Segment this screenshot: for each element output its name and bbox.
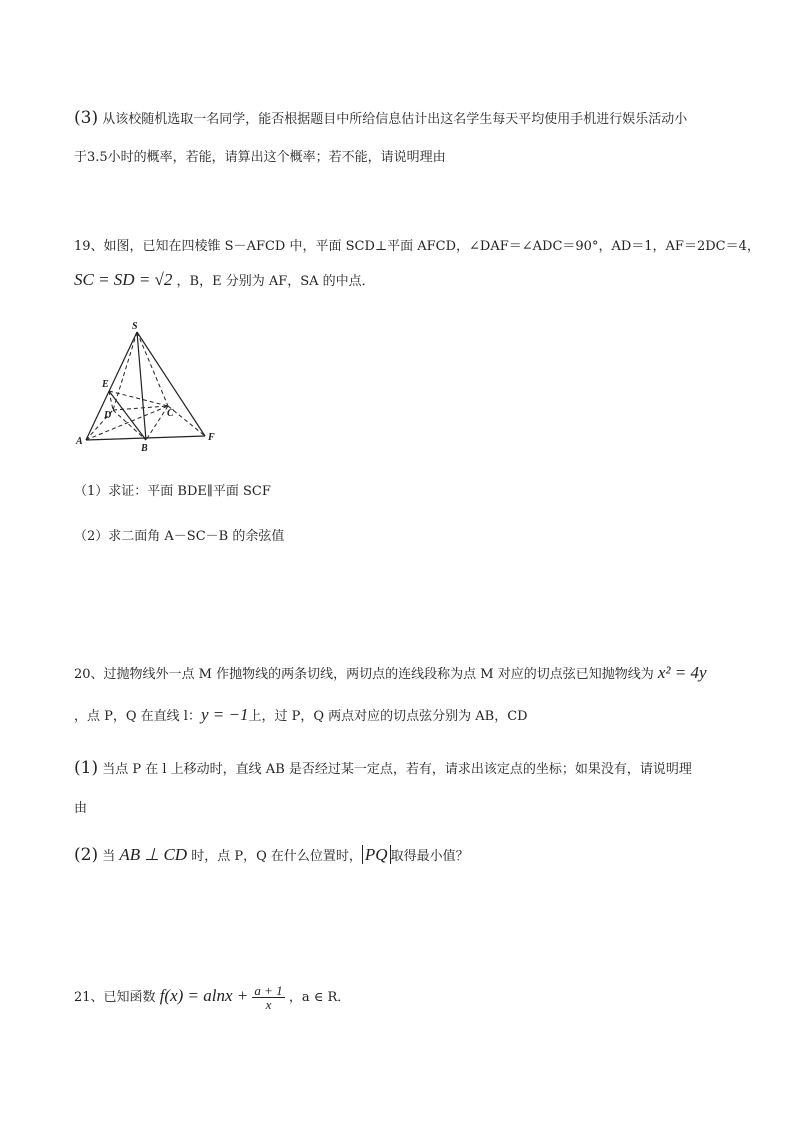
q20-part2-condition: AB ⊥ CD	[119, 845, 188, 864]
q20-part1-text2: 由	[74, 801, 88, 816]
label-C: C	[167, 408, 174, 419]
q21-stem	[74, 984, 350, 1011]
label-F: F	[208, 432, 215, 443]
q19-part2-text: （2）求二面角 A－SC－B 的余弦值	[74, 529, 285, 544]
q21-fraction-numerator: a + 1	[254, 983, 283, 998]
q21-fraction-denominator: x	[265, 997, 272, 1012]
q18-part3-number: (3)	[74, 108, 99, 128]
q20-part1-line1	[74, 758, 692, 778]
q18-part3-line2	[74, 146, 446, 165]
label-B: B	[141, 443, 148, 454]
q18-part3-text1: 从该校随机选取一名同学，能否根据题目中所给信息估计出这名学生每天平均使用手机进行娱乐活动小	[102, 112, 688, 127]
q19-equation: SC = SD = √2	[74, 270, 173, 289]
q21-text2: ，a ∈ R．	[288, 990, 351, 1005]
q18-part3-text2: 于3.5小时的概率，若能，请算出这个概率；若不能，请说明理由	[74, 150, 446, 165]
q20-part2-text-c: 取得最小值？	[390, 849, 469, 864]
label-E: E	[102, 379, 109, 390]
q20-stem-line2	[74, 705, 528, 725]
label-D: D	[104, 410, 112, 421]
q19-part2	[74, 525, 284, 544]
q19-stem-line1	[74, 235, 760, 254]
q20-part1-line2	[74, 797, 87, 816]
q21-text1: 21、已知函数	[74, 990, 156, 1005]
q20-parabola: x² = 4y	[657, 663, 707, 682]
label-A: A	[76, 436, 83, 447]
q20-part1-number: (1)	[74, 758, 99, 778]
q20-part2-text-b: 时，点 P，Q 在什么位置时，	[191, 849, 362, 864]
q20-part2-line	[74, 845, 469, 865]
q21-fraction	[252, 984, 284, 1011]
q19-part1	[74, 480, 271, 499]
q20-text2a: ，点 P，Q 在直线 l：	[74, 709, 201, 724]
q20-part2-abs: PQ	[362, 845, 391, 864]
label-S: S	[132, 321, 138, 332]
q19-stem-line2	[74, 270, 375, 290]
q20-line-eq: y = −1	[200, 705, 249, 724]
q20-text2b: 上，过 P，Q 两点对应的切点弦分别为 AB，CD	[248, 709, 528, 724]
q21-func-lhs: f(x) = alnx +	[159, 986, 249, 1005]
pyramid-figure	[74, 318, 224, 454]
q20-part2-text-a: 当	[102, 849, 116, 864]
q19-text1: 19、如图，已知在四棱锥 S－AFCD 中，平面 SCD⊥平面 AFCD，∠DAF＝∠ADC＝90°，AD＝1，AF＝2DC＝4，	[74, 239, 760, 254]
q20-part1-text1: 当点 P 在 l 上移动时，直线 AB 是否经过某一定点，若有，请求出该定点的坐标；如果没有，请说明理	[102, 762, 692, 777]
q20-text1: 20、过抛物线外一点 M 作抛物线的两条切线，两切点的连线段称为点 M 对应的切点弦已知抛物线为	[74, 667, 654, 682]
q20-stem-line1	[74, 663, 707, 683]
q19-text2: ，B，E 分别为 AF，SA 的中点．	[176, 274, 375, 289]
q19-part1-text: （1）求证：平面 BDE∥平面 SCF	[74, 484, 271, 499]
q20-part2-number: (2)	[74, 845, 99, 865]
q18-part3-line1	[74, 108, 687, 128]
